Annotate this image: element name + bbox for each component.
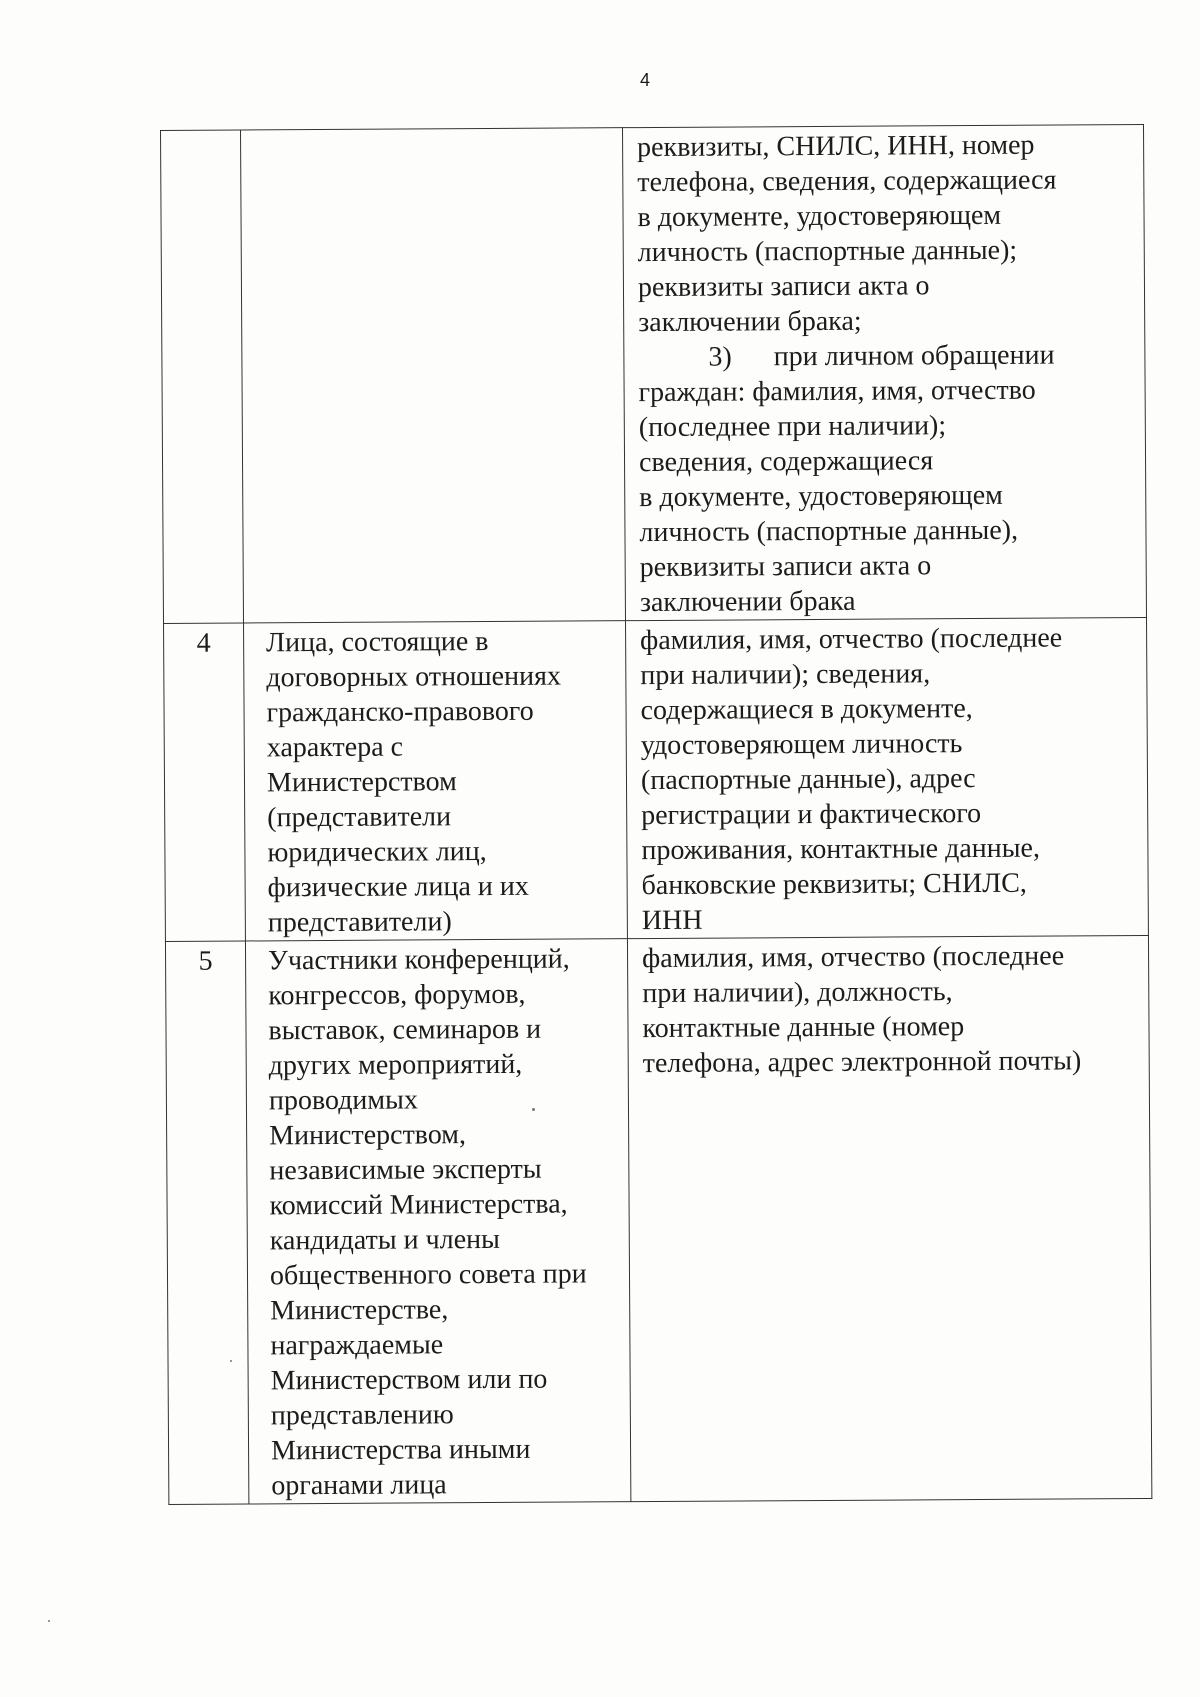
category-line: выставок, семинаров и xyxy=(268,1013,542,1047)
data-cell xyxy=(622,124,1146,620)
data-line: регистрации и фактического xyxy=(641,797,982,832)
category-line: проводимых xyxy=(268,1084,418,1117)
category-line: (представители xyxy=(267,801,452,834)
table-row xyxy=(164,617,1149,941)
category-cell xyxy=(244,621,628,941)
data-line: при наличии), должность, xyxy=(642,976,953,1010)
personal-data-table xyxy=(160,124,1152,1505)
scan-speck xyxy=(230,1360,232,1362)
page-number: 4 xyxy=(640,70,651,90)
category-line: комиссий Министерства, xyxy=(269,1188,568,1222)
category-line: награждаемые xyxy=(270,1329,444,1362)
category-line: юридических лиц, xyxy=(267,836,487,869)
data-line: сведения, содержащиеся xyxy=(638,445,934,479)
scan-speck xyxy=(48,1620,50,1622)
row-number-cell: 4 xyxy=(164,623,246,941)
category-line: Участники конференций, xyxy=(267,943,570,977)
row-number-cell xyxy=(161,130,244,623)
category-line: Министерством или по xyxy=(270,1363,548,1397)
data-line: реквизиты, СНИЛС, ИНН, номер xyxy=(637,129,1035,164)
data-cell xyxy=(626,617,1149,938)
category-line: гражданско-правового xyxy=(266,695,534,729)
data-line: фамилия, имя, отчество (последнее xyxy=(640,622,1063,657)
table-row xyxy=(161,124,1147,623)
data-line: фамилия, имя, отчество (последнее xyxy=(641,940,1065,975)
scan-speck xyxy=(532,1108,535,1111)
table-row xyxy=(165,935,1151,1504)
data-line: заключении брака; xyxy=(638,305,862,339)
data-line: удостоверяющем личность xyxy=(640,728,963,762)
data-line: содержащиеся в документе, xyxy=(640,693,973,727)
category-cell xyxy=(241,128,626,623)
data-line: при наличии); сведения, xyxy=(640,658,931,692)
data-line: банковские реквизиты; СНИЛС, xyxy=(641,867,1027,902)
category-line: органами лица xyxy=(271,1469,447,1502)
category-line: Лица, состоящие в xyxy=(266,626,489,659)
data-line: (паспортные данные), адрес xyxy=(640,763,976,797)
category-line: представлению xyxy=(270,1399,454,1432)
category-line: Министерстве, xyxy=(270,1294,449,1327)
data-line: ИНН xyxy=(641,904,703,937)
category-line: Министерства иными xyxy=(270,1433,531,1467)
category-line: физические лица и их xyxy=(267,870,529,904)
row-number-cell: 5 xyxy=(165,941,248,1504)
category-line: кандидаты и члены xyxy=(269,1223,500,1257)
data-line: личность (паспортные данные); xyxy=(637,234,1018,269)
data-line: личность (паспортные данные), xyxy=(639,514,1019,549)
data-line: в документе, удостоверяющем xyxy=(639,479,1003,514)
data-line: телефона, адрес электронной почты) xyxy=(642,1045,1082,1080)
data-line: телефона, сведения, содержащиеся xyxy=(637,164,1057,199)
data-line: контактные данные (номер xyxy=(642,1011,965,1045)
category-line: общественного совета при xyxy=(269,1258,587,1292)
category-line: независимые эксперты xyxy=(269,1153,542,1187)
data-line: проживания, контактные данные, xyxy=(641,832,1040,867)
category-line: характера с xyxy=(266,731,404,764)
category-line: представители) xyxy=(267,906,452,939)
data-item-3-heading: 3) при личном обращении xyxy=(708,339,1055,373)
category-cell xyxy=(245,939,630,1504)
data-line: реквизиты записи акта о xyxy=(639,550,932,584)
data-line: реквизиты записи акта о xyxy=(637,270,930,304)
category-line: конгрессов, форумов, xyxy=(268,978,526,1012)
category-line: Министерством, xyxy=(269,1119,467,1152)
category-line: договорных отношениях xyxy=(266,660,561,694)
data-line: (последнее при наличии); xyxy=(638,410,947,444)
data-line: заключении брака xyxy=(639,585,856,619)
data-cell xyxy=(627,935,1151,1501)
category-line: других мероприятий, xyxy=(268,1048,523,1082)
data-line: граждан: фамилия, имя, отчество xyxy=(638,374,1036,409)
data-line: в документе, удостоверяющем xyxy=(637,199,1002,234)
category-line: Министерством xyxy=(266,766,457,799)
